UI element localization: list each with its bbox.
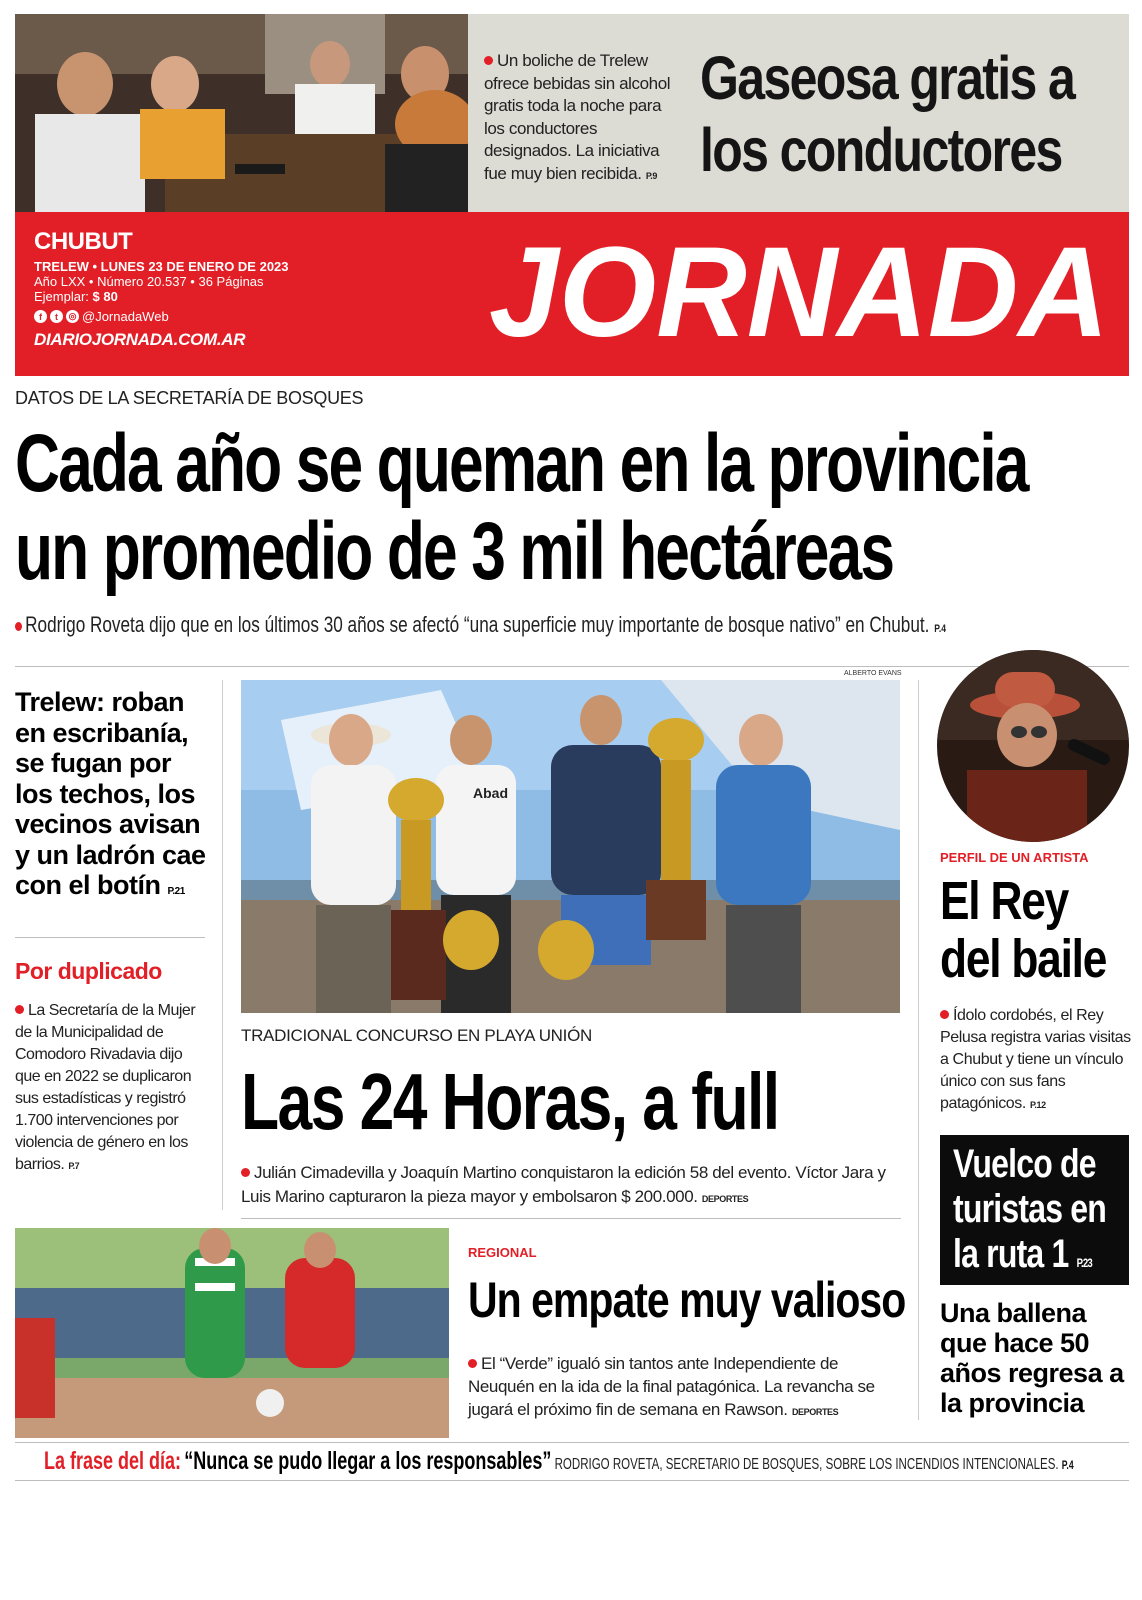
bottom-headline[interactable]: Un empate muy valioso	[468, 1272, 906, 1328]
divider	[15, 1480, 1129, 1481]
photo-sign-text: Abad	[473, 785, 508, 801]
quote-label: La frase del día:	[44, 1447, 182, 1475]
bullet-icon	[15, 1005, 24, 1014]
section-ref: DEPORTES	[701, 1194, 749, 1204]
divider	[241, 1218, 901, 1219]
page-ref: P.12	[1029, 1100, 1046, 1110]
top-teaser-headline[interactable]: Gaseosa gratis a los conductores	[700, 44, 1075, 184]
page-ref: P.23	[1076, 1256, 1092, 1270]
page-ref: P.9	[645, 170, 657, 181]
section-ref: DEPORTES	[791, 1407, 839, 1417]
page-ref: P.4	[1061, 1458, 1074, 1472]
divider	[15, 937, 205, 938]
lead-headline[interactable]: Cada año se queman en la provincia un promedio de 3 mil hectáreas	[15, 418, 1028, 597]
bullet-icon	[484, 56, 493, 65]
top-teaser-photo	[15, 14, 468, 212]
jornada-logo	[484, 228, 1114, 352]
quote-attribution: RODRIGO ROVETA, SECRETARIO DE BOSQUES, SOBRE LOS INCENDIOS INTENCIONALES.	[554, 1456, 1059, 1473]
column-rule	[918, 680, 919, 1420]
quote-text: “Nunca se pudo llegar a los responsables”	[184, 1447, 552, 1475]
right-text: Ídolo cordobés, el Rey Pelusa registra varias visitas a Chubut y tiene un vínculo único con sus fans patagónicos. P.12	[940, 1007, 1131, 1112]
social-handle[interactable]: @JornadaWeb	[82, 309, 169, 324]
bullet-icon	[940, 1010, 949, 1019]
masthead-date: TRELEW • LUNES 23 DE ENERO DE 2023	[34, 259, 289, 274]
bottom-kicker: REGIONAL	[468, 1245, 537, 1260]
right-box-headline[interactable]: Vuelco de turistas en la ruta 1 P.23	[953, 1142, 1107, 1276]
bullet-icon	[241, 1168, 250, 1177]
page-ref: P.7	[68, 1161, 80, 1171]
divider	[15, 1442, 1129, 1443]
divider	[15, 666, 1129, 667]
masthead-website[interactable]: DIARIOJORNADA.COM.AR	[34, 330, 246, 349]
masthead-issue: Año LXX • Número 20.537 • 36 Páginas	[34, 274, 264, 289]
logo-text: JORNADA	[489, 228, 1109, 352]
facebook-icon[interactable]: f	[34, 310, 47, 323]
right-story2-headline[interactable]: Una ballena que hace 50 años regresa a la provincia	[940, 1298, 1124, 1418]
instagram-icon[interactable]: ◎	[66, 310, 79, 323]
right-kicker: PERFIL DE UN ARTISTA	[940, 850, 1089, 865]
center-story-photo	[241, 680, 900, 1013]
right-headline[interactable]: El Rey del baile	[940, 871, 1107, 989]
lead-subhead: Rodrigo Roveta dijo que en los últimos 30 años se afectó “una superficie muy importante de bosque nativo” en Chubut. P.4	[15, 612, 1029, 638]
left-story2-text: La Secretaría de la Mujer de la Municipalidad de Comodoro Rivadavia dijo que en 2022 se duplicaron sus estadísticas y registró 1.700 intervenciones por violencia de género en los barrios. P.7	[15, 1002, 196, 1173]
center-headline[interactable]: Las 24 Horas, a full	[241, 1057, 779, 1146]
artist-photo	[937, 650, 1129, 842]
column-rule	[222, 680, 223, 1210]
lead-kicker: DATOS DE LA SECRETARÍA DE BOSQUES	[15, 388, 364, 408]
left-story-headline[interactable]: Trelew: roban en escribanía, se fugan por los techos, los vecinos avisan y un ladrón cae con el botín P.21	[15, 687, 206, 900]
center-kicker: TRADICIONAL CONCURSO EN PLAYA UNIÓN	[241, 1026, 592, 1045]
masthead-region: CHUBUT	[34, 228, 133, 255]
bullet-icon	[468, 1359, 477, 1368]
masthead-price: Ejemplar: $ 80	[34, 289, 118, 304]
photo-credit: ALBERTO EVANS	[844, 670, 902, 677]
page-ref: P.21	[167, 886, 185, 897]
quote-of-the-day	[44, 1447, 1124, 1476]
page-ref: P.4	[934, 623, 946, 635]
bullet-icon	[15, 622, 22, 631]
bottom-story-photo	[15, 1228, 449, 1438]
center-text: Julián Cimadevilla y Joaquín Martino conquistaron la edición 58 del evento. Víctor Jara y Luis Marino capturaron la pieza mayor y embolsaron $ 200.000. DEPORTES	[241, 1163, 886, 1206]
left-story2-title[interactable]: Por duplicado	[15, 958, 162, 984]
masthead-social[interactable]	[34, 309, 169, 324]
twitter-icon[interactable]: t	[50, 310, 63, 323]
bottom-text: El “Verde” igualó sin tantos ante Independiente de Neuquén en la ida de la final patagónica. La revancha se jugará el próximo fin de semana en Rawson. DEPORTES	[468, 1354, 875, 1419]
top-teaser-text: Un boliche de Trelew ofrece bebidas sin alcohol gratis toda la noche para los conductores designados. La iniciativa fue muy bien recibida. P.9	[484, 51, 671, 183]
